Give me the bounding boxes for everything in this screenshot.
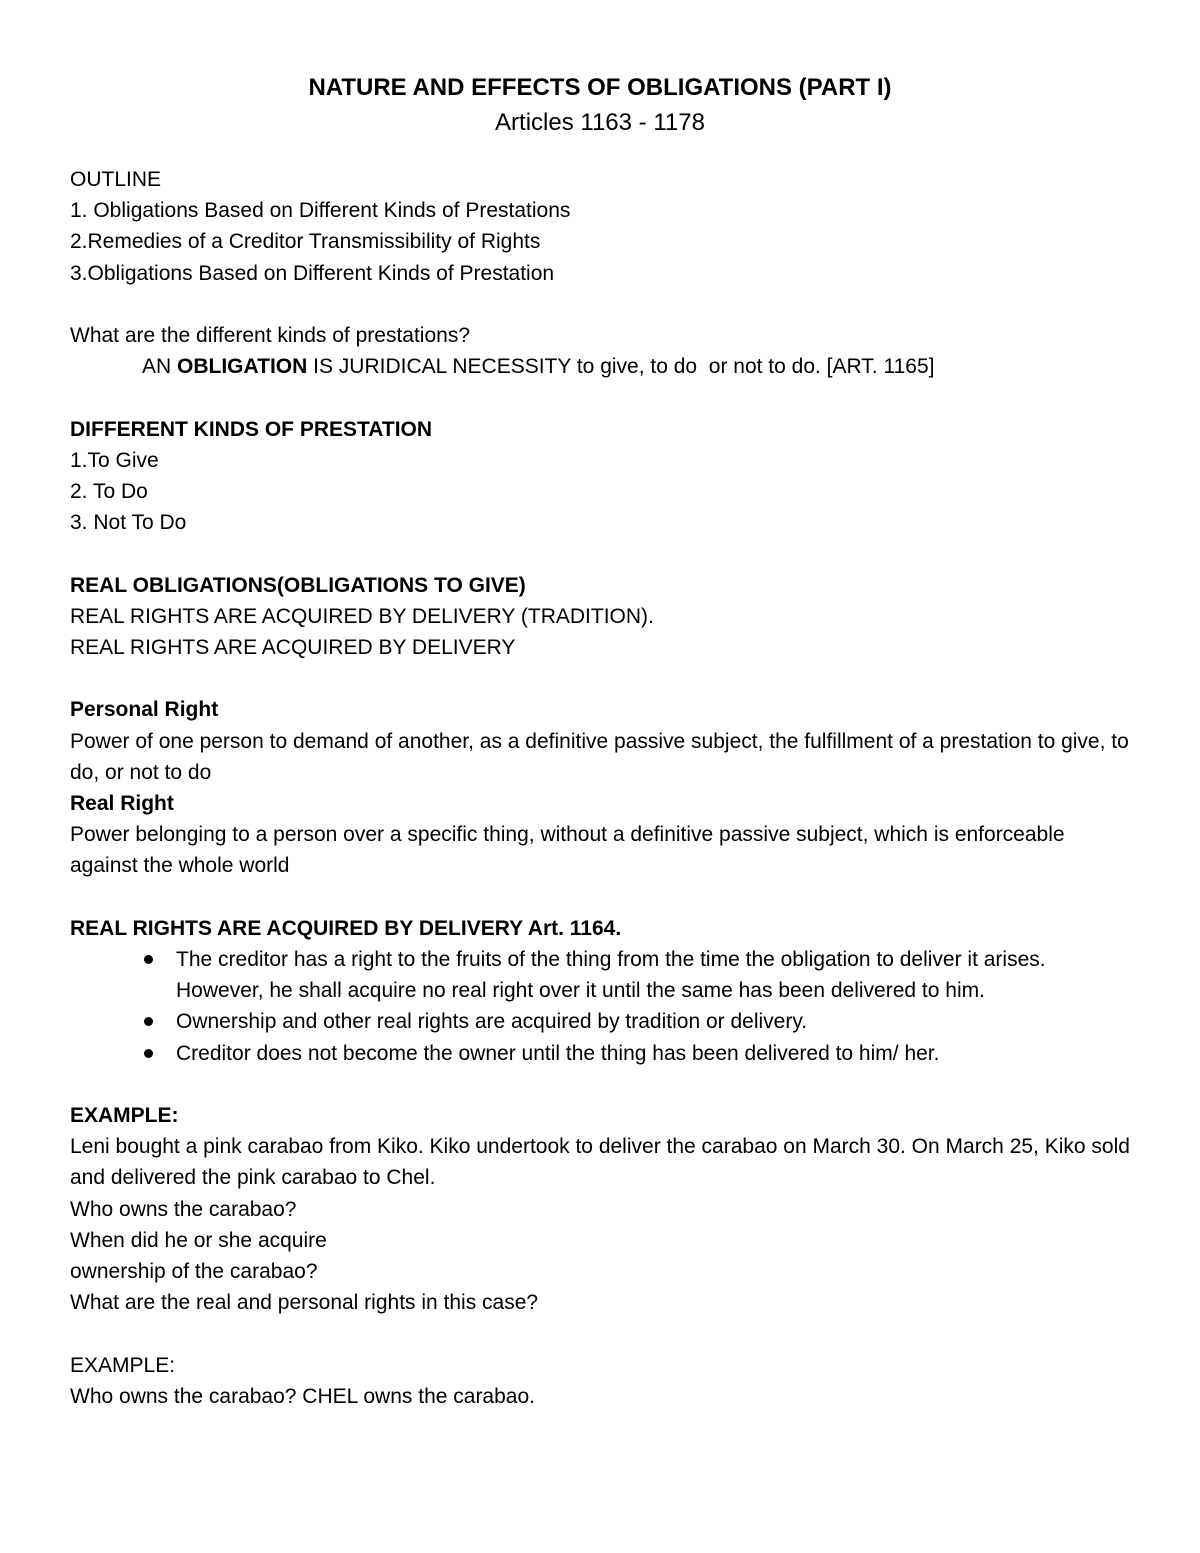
kinds-item: 3. Not To Do bbox=[70, 511, 187, 535]
bullet-text: Creditor does not become the owner until the thing has been delivered to him/ her. bbox=[176, 1041, 940, 1065]
real-right-text: Power belonging to a person over a specific thing, without a definitive passive subject, which is enforceable against the whole world bbox=[70, 823, 1071, 878]
bullet-text: Ownership and other real rights are acquired by tradition or delivery. bbox=[176, 1010, 808, 1034]
example2-heading: EXAMPLE: bbox=[70, 1353, 176, 1377]
outline-item: 2.Remedies of a Creditor Transmissibility of Rights bbox=[70, 230, 541, 254]
art1164-bullet-list bbox=[70, 944, 1130, 1069]
example1-question: ownership of the carabao? bbox=[70, 1260, 318, 1284]
outline-heading: OUTLINE bbox=[70, 168, 162, 191]
bullet-item bbox=[176, 1038, 1130, 1069]
bullet-item bbox=[176, 944, 1130, 1006]
kinds-item: 2. To Do bbox=[70, 480, 148, 503]
personal-right-text: Power of one person to demand of another, as a definitive passive subject, the fulfillment of a prestation to give, to do, or not to do bbox=[70, 729, 1135, 784]
document-subtitle: Articles 1163 - 1178 bbox=[495, 109, 705, 136]
prestations-question: What are the different kinds of prestations? bbox=[70, 324, 471, 347]
real-obligations-heading: REAL OBLIGATIONS(OBLIGATIONS TO GIVE) bbox=[70, 573, 526, 597]
obligation-definition bbox=[70, 351, 1130, 382]
example1-text: Leni bought a pink carabao from Kiko. Kiko undertook to deliver the carabao on March 30. On March 25, Kiko sold and delivered the pink carabao to Chel. bbox=[70, 1135, 1136, 1190]
real-obligations-line: REAL RIGHTS ARE ACQUIRED BY DELIVERY bbox=[70, 636, 516, 659]
example1-question: Who owns the carabao? bbox=[70, 1197, 297, 1221]
outline-item: 1. Obligations Based on Different Kinds of Prestations bbox=[70, 199, 571, 223]
example1-heading: EXAMPLE: bbox=[70, 1104, 179, 1127]
document-title: NATURE AND EFFECTS OF OBLIGATIONS (PART I) bbox=[308, 74, 892, 101]
definition-suffix: IS JURIDICAL NECESSITY to give, to do or not to do. [ART. 1165] bbox=[307, 355, 935, 379]
definition-bold-term: OBLIGATION bbox=[177, 355, 308, 379]
personal-right-heading: Personal Right bbox=[70, 698, 219, 722]
bullet-dot-icon bbox=[144, 1017, 153, 1026]
bullet-item bbox=[176, 1006, 1130, 1037]
example2-text: Who owns the carabao? CHEL owns the carabao. bbox=[70, 1384, 535, 1408]
real-right-heading: Real Right bbox=[70, 792, 174, 815]
outline-item: 3.Obligations Based on Different Kinds of Prestation bbox=[70, 261, 555, 285]
bullet-dot-icon bbox=[144, 1049, 153, 1058]
kinds-heading: DIFFERENT KINDS OF PRESTATION bbox=[70, 417, 433, 441]
art1164-heading: REAL RIGHTS ARE ACQUIRED BY DELIVERY Art. 1164. bbox=[70, 916, 622, 940]
example1-question: When did he or she acquire bbox=[70, 1228, 327, 1252]
real-obligations-line: REAL RIGHTS ARE ACQUIRED BY DELIVERY (TRADITION). bbox=[70, 604, 654, 628]
example1-question: What are the real and personal rights in this case? bbox=[70, 1291, 539, 1315]
bullet-text: The creditor has a right to the fruits of the thing from the time the obligation to deliver it arises. However, he shall acquire no real right over it until the same has been delivered to him. bbox=[176, 948, 1046, 1003]
kinds-item: 1.To Give bbox=[70, 448, 159, 472]
definition-prefix: AN bbox=[142, 355, 178, 379]
bullet-dot-icon bbox=[144, 955, 153, 964]
